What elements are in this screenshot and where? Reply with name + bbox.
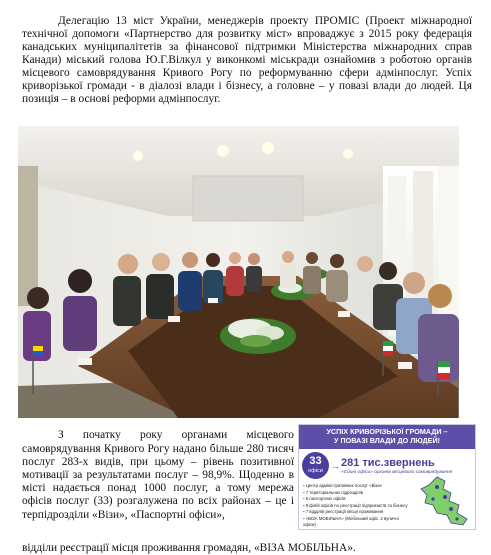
infographic xyxy=(298,424,476,530)
infographic-banner xyxy=(299,425,475,449)
list-item: ▪ 7 територіальних підрозділів xyxy=(303,490,411,497)
list-item: ▪ 9 філій офісів по реєстрації підприємств та бізнесу xyxy=(303,503,411,510)
statistics-paragraph: З початку року органами місцевого самоврядування Кривого Рогу надано більше 280 тисяч послуг 283-х видів, при цьому – рівень позитивної мотивації за результатами послуг – 98,9%. Щоденно в місті надається понад 1000 послуг, а тому мережа офісів послуг (33) розгалужена по всіх районах – це і терпідрозділи «Візи», «Паспортні офіси», xyxy=(22,429,294,521)
statistics-paragraph-end: відділи реєстрації місця проживання громадян, «ВІЗА МОБІЛЬНА». xyxy=(22,542,356,555)
intro-paragraph: Делегацію 13 міст України, менеджерів проекту ПРОМІС (Проект міжнародної технічної допомоги «Партнерство для розвитку міст» впроваджує з 2015 року федерація канадських муніципалітетів за фінансової підтримки Міністерства міжнародних справ Канади) міський голова Ю.Г.Вілкул у виконкомі міськради ознайомив з роботою органів місцевого самоврядування Кривого Рогу по реформуванню сфери адмінпослуг. Успіх криворізької громади - в діалозі влади і бізнесу, а головне – у повазі влади до людей. Ця позиція – в основі реформи адмінпослуг. xyxy=(22,15,472,106)
offices-count-badge xyxy=(302,452,329,479)
banner-line-1: УСПІХ КРИВОРІЗЬКОЇ ГРОМАДИ – xyxy=(326,427,448,436)
list-item: ▪ Центр адміністративних послуг «Віза» xyxy=(303,483,411,490)
arrow-right-icon: → xyxy=(331,461,340,471)
list-item: ▪ 7 відділів реєстрації місця проживання xyxy=(303,509,411,516)
list-item: ▪ «ВІЗА МОБІЛЬНА» (Мобільний офіс, 2 вуличні офіси) xyxy=(303,516,411,529)
offices-list xyxy=(303,483,411,529)
offices-label: офіси xyxy=(308,468,323,474)
city-map-icon xyxy=(407,475,473,527)
offices-count: 33 xyxy=(309,455,322,467)
list-item: ▪ 6 паспортних офісів xyxy=(303,496,411,503)
appeals-subtitle: «Єдині офіси» органів місцевого самоврядування xyxy=(341,470,453,475)
meeting-photo xyxy=(18,126,459,418)
banner-line-2: У ПОВАЗІ ВЛАДИ ДО ЛЮДЕЙ! xyxy=(334,435,440,445)
appeals-count: 281 тис.звернень xyxy=(341,457,435,469)
